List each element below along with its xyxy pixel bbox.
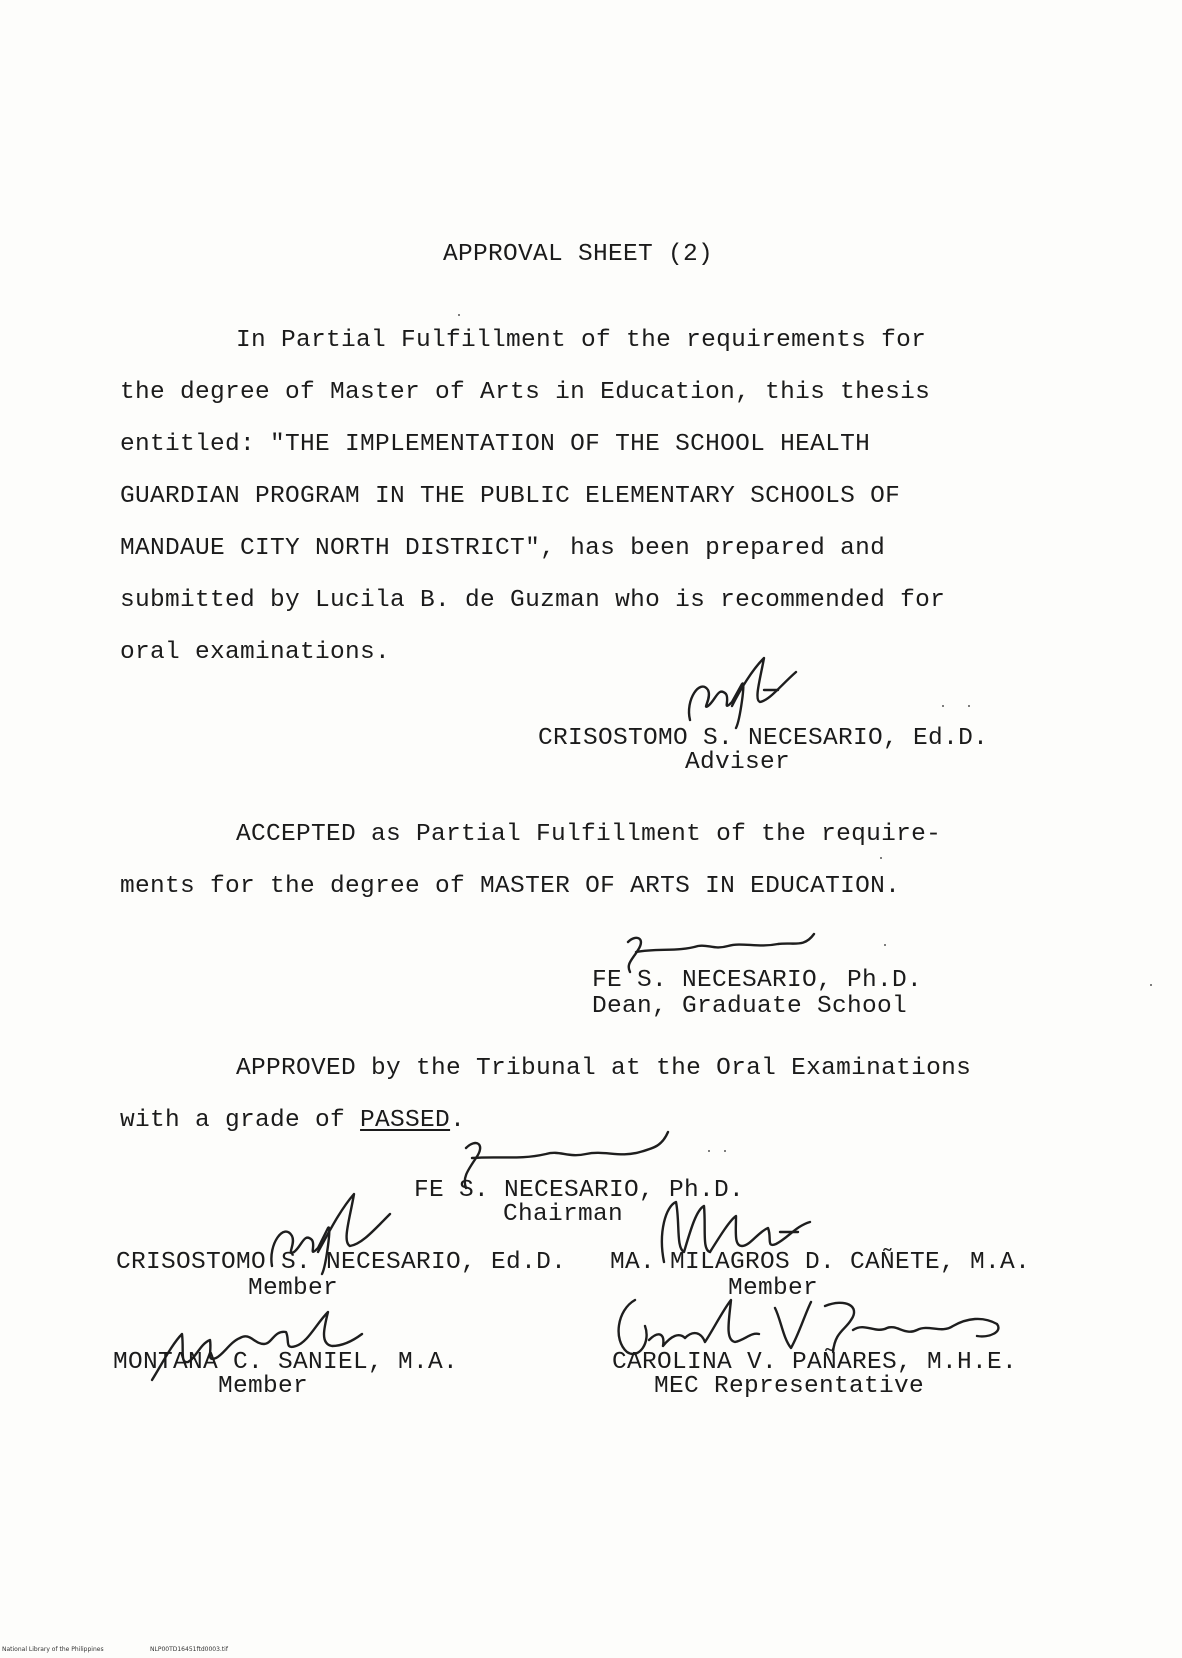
member-2-role: Member — [728, 1275, 819, 1302]
paragraph-line: submitted by Lucila B. de Guzman who is recommended for — [120, 587, 946, 614]
paragraph-line: ments for the degree of MASTER OF ARTS IN EDUCATION. — [120, 873, 901, 900]
dean-name: FE S. NECESARIO, Ph.D. — [592, 967, 923, 994]
chairman-role: Chairman — [503, 1201, 624, 1228]
paragraph-line: ACCEPTED as Partial Fulfillment of the require- — [236, 821, 942, 848]
paragraph-line: entitled: "THE IMPLEMENTATION OF THE SCHOOL HEALTH — [120, 431, 871, 458]
adviser-role: Adviser — [685, 749, 791, 776]
paragraph-line: MANDAUE CITY NORTH DISTRICT", has been prepared and — [120, 535, 886, 562]
paragraph-line: APPROVED by the Tribunal at the Oral Examinations — [236, 1055, 972, 1082]
adviser-name: CRISOSTOMO S. NECESARIO, Ed.D. — [538, 725, 989, 752]
paragraph-line: In Partial Fulfillment of the requirements for — [236, 327, 927, 354]
scan-speck — [942, 705, 944, 707]
dean-role: Dean, Graduate School — [592, 993, 908, 1020]
scan-speck — [458, 314, 460, 316]
member-4-name: CAROLINA V. PAÑARES, M.H.E. — [612, 1349, 1018, 1376]
paragraph-line: the degree of Master of Arts in Education, this thesis — [120, 379, 931, 406]
grade-prefix: with a grade of — [120, 1107, 361, 1134]
scan-speck — [880, 857, 882, 859]
footer-file-name: NLP00TD16451ftd0003.tif — [150, 1646, 228, 1653]
page-title: APPROVAL SHEET (2) — [443, 241, 714, 268]
footer-library-name: National Library of the Philippines — [2, 1646, 104, 1653]
paragraph-acceptance — [120, 820, 1000, 924]
chairman-name: FE S. NECESARIO, Ph.D. — [414, 1177, 745, 1204]
scan-speck — [724, 1150, 726, 1152]
scan-speck — [968, 705, 970, 707]
member-3-name: MONTANA C. SANIEL, M.A. — [113, 1349, 459, 1376]
member-4-role: MEC Representative — [654, 1373, 925, 1400]
paragraph-approval — [120, 1054, 1000, 1158]
member-1-role: Member — [248, 1275, 339, 1302]
scan-speck — [1150, 984, 1152, 986]
member-2-name: MA. MILAGROS D. CAÑETE, M.A. — [610, 1249, 1031, 1276]
member-1-name: CRISOSTOMO S. NECESARIO, Ed.D. — [116, 1249, 567, 1276]
paragraph-line: oral examinations. — [120, 639, 391, 666]
member-3-role: Member — [218, 1373, 309, 1400]
scan-speck — [884, 944, 886, 946]
paragraph-line: GUARDIAN PROGRAM IN THE PUBLIC ELEMENTARY SCHOOLS OF — [120, 483, 901, 510]
paragraph-recommendation — [120, 326, 1000, 690]
paragraph-line — [120, 1106, 1000, 1158]
scan-speck — [708, 1150, 710, 1152]
grade-suffix: . — [450, 1107, 466, 1134]
grade-value: PASSED — [360, 1107, 451, 1134]
